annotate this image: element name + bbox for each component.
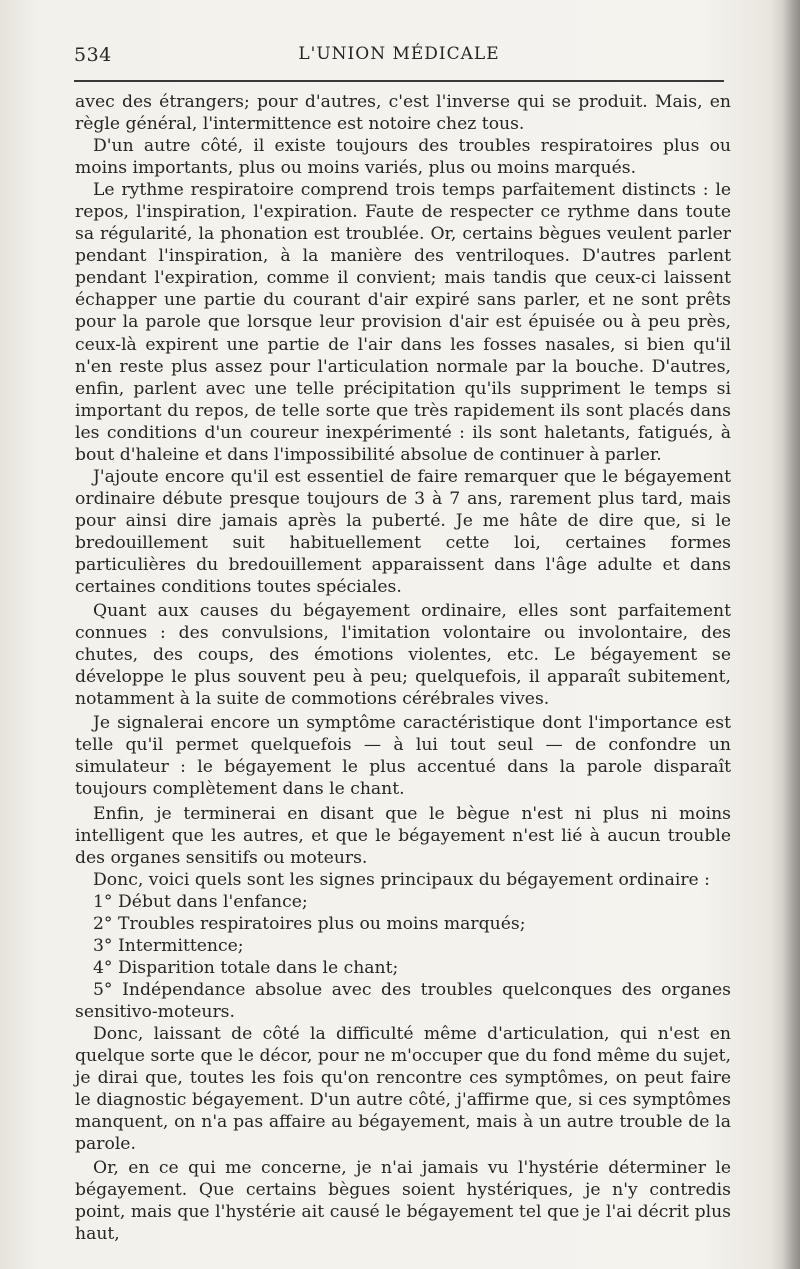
paragraph: D'un autre côté, il existe toujours des troubles respiratoires plus ou moins importants, plus ou moins variés, plus ou moins marqués. <box>75 136 731 179</box>
paragraph: Or, en ce qui me concerne, je n'ai jamais vu l'hystérie déterminer le bégayement. Que certains bègues soient hystériques, je n'y contredis point, mais que l'hystérie ait causé le bégayement tel que je l'ai décrit plus haut, <box>75 1158 731 1245</box>
paragraph: Quant aux causes du bégayement ordinaire, elles sont parfaitement connues : des convulsions, l'imitation volontaire ou involontaire, des chutes, des coups, des émotions violentes, etc. Le bégayement se développe le plus souvent peu à peu; quelquefois, il apparaît subitement, notamment à la suite de commotions cérébrales vives. <box>75 601 731 710</box>
article-body <box>75 91 731 1245</box>
paragraph: avec des étrangers; pour d'autres, c'est l'inverse qui se produit. Mais, en règle général, l'intermittence est notoire chez tous. <box>75 92 731 135</box>
sign-list-item: 2° Troubles respiratoires plus ou moins marqués; <box>93 913 526 934</box>
sign-list-item: 3° Intermittence; <box>93 935 244 956</box>
header-rule <box>74 80 724 82</box>
sign-list-item: 1° Début dans l'enfance; <box>93 891 308 912</box>
sign-list-item: 5° Indépendance absolue avec des troubles quelconques des organes sensitivo-moteurs. <box>75 979 731 1022</box>
sign-list-item: 4° Disparition totale dans le chant; <box>93 957 399 978</box>
page-header <box>74 44 724 74</box>
paragraph: Le rythme respiratoire comprend trois temps parfaitement distincts : le repos, l'inspiration, l'expiration. Faute de respecter ce rythme dans toute sa régularité, la phonation est troublée. Or, certains bègues veulent parler pendant l'inspiration, à la manière des ventriloques. D'autres parlent pendant l'expiration, comme il convient; mais tandis que ceux-ci laissent échapper une partie du courant d'air expiré sans parler, et ne sont prêts pour la parole que lorsque leur provision d'air est épuisée ou à peu près, ceux-là expirent une partie de l'air dans les fosses nasales, si bien qu'il n'en reste plus assez pour l'articulation normale par la bouche. D'autres, enfin, parlent avec une telle précipitation qu'ils suppriment le temps si important du repos, de telle sorte que très rapidement ils sont placés dans les conditions d'un coureur inexpérimenté : ils sont haletants, fatigués, à bout d'haleine et dans l'impossibilité absolue de continuer à parler. <box>75 180 731 465</box>
paragraph: Donc, laissant de côté la difficulté même d'articulation, qui n'est en quelque sorte que le décor, pour ne m'occuper que du fond même du sujet, je dirai que, toutes les fois qu'on rencontre ces symptômes, on peut faire le diagnostic bégayement. D'un autre côté, j'affirme que, si ces symptômes manquent, on n'a pas affaire au bégayement, mais à un autre trouble de la parole. <box>75 1023 731 1155</box>
running-title: L'UNION MÉDICALE <box>298 44 500 64</box>
page-number: 534 <box>74 44 112 66</box>
paragraph: Enfin, je terminerai en disant que le bègue n'est ni plus ni moins intelligent que les autres, et que le bégayement n'est lié à aucun trouble des organes sensitifs ou moteurs. <box>75 803 731 868</box>
paragraph: J'ajoute encore qu'il est essentiel de faire remarquer que le bégayement ordinaire débute presque toujours de 3 à 7 ans, rarement plus tard, mais pour ainsi dire jamais après la puberté. Je me hâte de dire que, si le bredouillement suit habituellement cette loi, certaines formes particulières du bredouillement apparaissent dans l'âge adulte et dans certaines conditions toutes spéciales. <box>75 466 731 598</box>
paragraph: Je signalerai encore un symptôme caractéristique dont l'importance est telle qu'il permet quelquefois — à lui tout seul — de confondre un simulateur : le bégayement le plus accentué dans la parole disparaît toujours complètement dans le chant. <box>75 713 731 800</box>
page-edge-shadow <box>782 0 800 1269</box>
paragraph: Donc, voici quels sont les signes principaux du bégayement ordinaire : <box>93 869 710 890</box>
